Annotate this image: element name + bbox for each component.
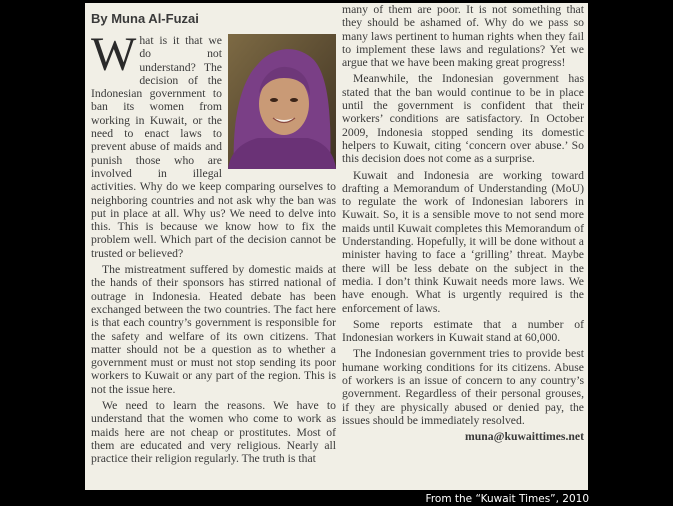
article-paragraph: The mistreatment suffered by domestic maids at the hands of their sponsors has stirred national of outrage in Indonesia. Heated debate has been exchanged between the two countries. The fact here is that each country’s government is responsible for the safety and welfare of its own citizens. That matter should not be a question as to whether a government must or must not stop sending its poor workers to Kuwait or any part of the region. This is not the issue here. (91, 263, 336, 396)
author-photo (228, 34, 336, 169)
article-paragraph: Kuwait and Indonesia are working toward drafting a Memorandum of Understanding (MoU) to regulate the work of Indonesian laborers in Kuwait. So, it is a sensible move to not send more maids until Kuwait completes this Memorandum of Understanding. Hopefully, it will be done without a minister having to face a ‘grilling’ threat. Maybe there will be less debate on the subject in the media. I don’t think Kuwait needs more laws. We have enough. What is urgently required is the enforcement of laws. (342, 168, 584, 315)
article-paragraph: The Indonesian government tries to provide best humane working conditions for its citizens. Abuse of workers is an issue of concern to any country’s government. Regardless of their personal grouses, if they are physically abused or denied pay, the issues should be immediately resolved. (342, 347, 584, 427)
article-column-left (91, 3, 336, 469)
source-caption: From the “Kuwait Times”, 2010 (425, 493, 589, 505)
article-column-right (342, 3, 584, 447)
article-paragraph: What is it that we do not understand? The decision of the Indonesian government to ban its women from working in Kuwait, or the need to enact laws to prevent abuse of maids and punish those who are involved in illegal activities. Why do we keep comparing ourselves to neighboring countries and not ask why the ban was put in place at all. Why us? We need to delve into this. This is because we know how to fix the problem well. Which part of the decision cannot be trusted or believed? (91, 28, 336, 260)
newspaper-clipping (85, 3, 588, 490)
drop-cap: W (91, 28, 137, 81)
byline: By Muna Al-Fuzai (91, 11, 199, 26)
author-email[interactable]: muna@kuwaittimes.net (465, 430, 584, 444)
article-paragraph: many of them are poor. It is not something that they should be ashamed of. Why do we pass so many laws pertinent to human rights when they fail to implement these laws and regulations? Yet we argue that we have been making great progress! (342, 3, 584, 70)
author-portrait-image (228, 34, 336, 169)
article-paragraph: We need to learn the reasons. We have to understand that the women who come to work as maids here are not cheap or prostitutes. Most of them are educated and very religious. Nearly all practice their religion regularly. The truth is that (91, 399, 336, 466)
article-paragraph: Some reports estimate that a number of Indonesian workers in Kuwait stand at 60,000. (342, 317, 584, 345)
article-paragraph: Meanwhile, the Indonesian government has stated that the ban would continue to be in place until the government is confident that their workers’ conditions are satisfactory. In October 2009, Indonesia stopped sending its domestic helpers to Kuwait, citing ‘concern over abuse.’ So this decision does not come as a surprise. (342, 72, 584, 166)
